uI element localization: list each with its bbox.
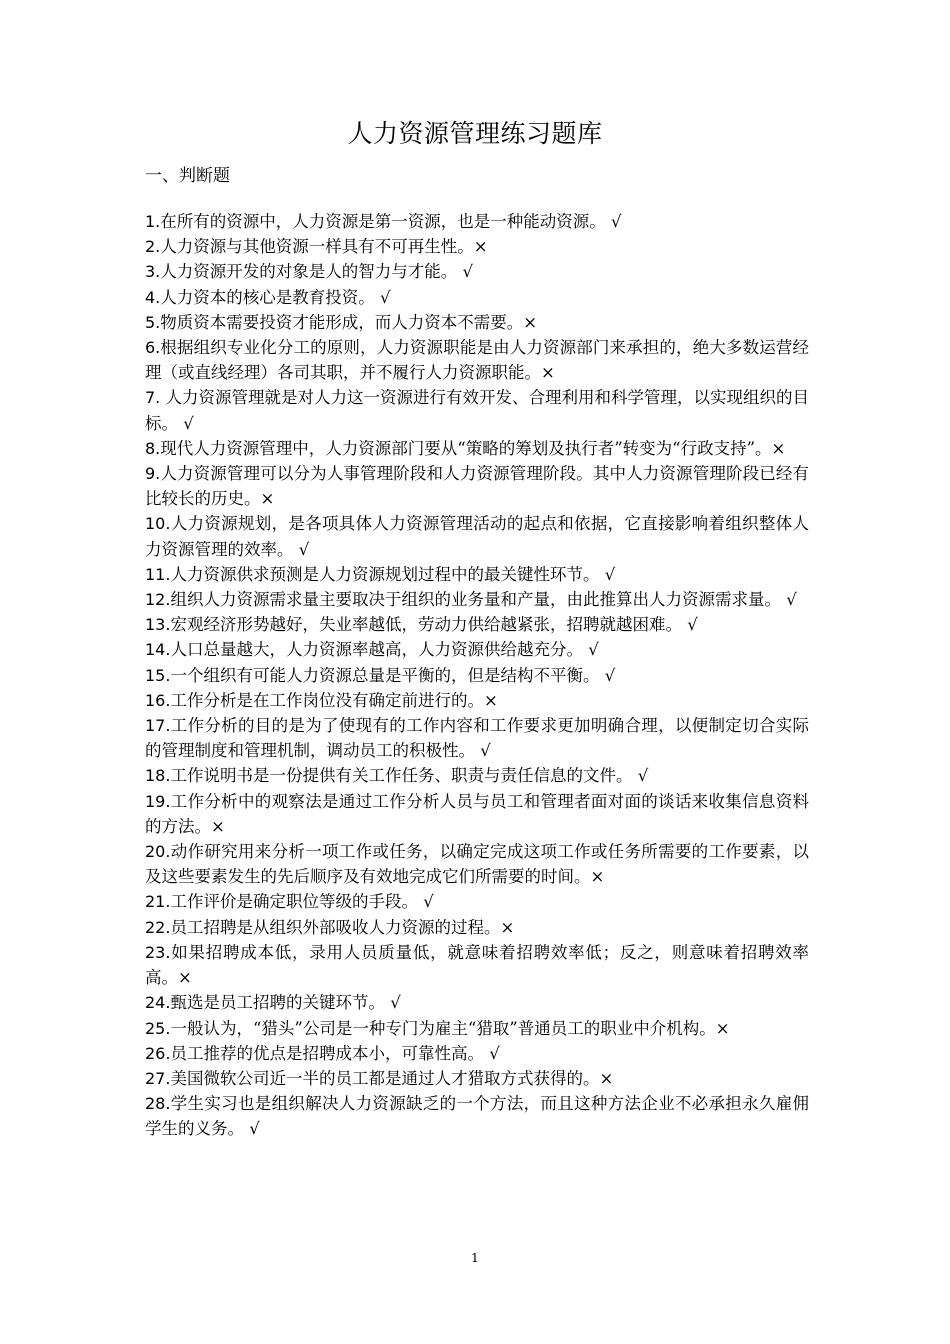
question-text: 一般认为，“猎头”公司是一种专门为雇主“猎取”普通员工的职业中介机构。× (170, 1018, 730, 1038)
question-item (145, 612, 809, 637)
question-number: 25. (145, 1018, 171, 1038)
question-item (145, 1091, 809, 1141)
question-number: 17. (145, 716, 171, 736)
question-text: 根据组织专业化分工的原则，人力资源职能是由人力资源部门来承担的，绝大多数运营经理（或直线经理）各司其职，并不履行人力资源职能。× (145, 338, 809, 383)
question-number: 20. (145, 842, 171, 862)
question-text: 工作评价是确定职位等级的手段。 √ (170, 892, 434, 912)
question-number: 18. (145, 766, 171, 786)
question-number: 4. (145, 287, 161, 307)
question-number: 7. (145, 388, 161, 408)
question-number: 10. (145, 514, 171, 534)
question-text: 工作分析的目的是为了使现有的工作内容和工作要求更加明确合理，以便制定切合实际的管理制度和管理机制，调动员工的积极性。 √ (145, 716, 809, 761)
question-number: 12. (145, 590, 171, 610)
question-number: 15. (145, 665, 171, 685)
question-text: 在所有的资源中，人力资源是第一资源，也是一种能动资源。 √ (160, 212, 622, 231)
question-item (145, 335, 809, 385)
question-text: 工作分析中的观察法是通过工作分析人员与员工和管理者面对面的谈话来收集信息资料的方法。× (145, 791, 809, 836)
question-item (145, 436, 809, 461)
question-number: 23. (145, 942, 171, 962)
question-number: 21. (145, 892, 171, 912)
question-text: 人力资源开发的对象是人的智力与才能。 √ (160, 262, 474, 282)
question-item (145, 637, 809, 662)
page-number: 1 (471, 1251, 479, 1265)
question-item (145, 940, 809, 990)
question-item (145, 763, 809, 788)
question-text: 人力资源管理可以分为人事管理阶段和人力资源管理阶段。其中人力资源管理阶段已经有比较长的历史。× (145, 464, 809, 509)
question-number: 26. (145, 1043, 171, 1063)
question-text: 工作说明书是一份提供有关工作任务、职责与责任信息的文件。 √ (170, 766, 649, 786)
question-text: 人力资源供求预测是人力资源规划过程中的最关键性环节。 √ (170, 564, 616, 584)
question-text: 人力资源与其他资源一样具有不可再生性。× (160, 237, 488, 257)
question-item (145, 234, 809, 259)
question-number: 9. (145, 464, 161, 484)
question-item (145, 1016, 809, 1041)
question-item (145, 461, 809, 511)
question-item (145, 511, 809, 561)
question-text: 人力资本的核心是教育投资。 √ (160, 287, 391, 307)
question-number: 28. (145, 1094, 171, 1114)
section-heading: 一、判断题 (145, 166, 230, 186)
question-number: 6. (145, 338, 161, 358)
question-number: 22. (145, 917, 171, 937)
question-item (145, 990, 809, 1015)
question-item (145, 259, 809, 284)
question-text: 人力资源管理就是对人力这一资源进行有效开发、合理利用和科学管理，以实现组织的目标。 √ (145, 388, 810, 433)
question-text: 一个组织有可能人力资源总量是平衡的，但是结构不平衡。 √ (170, 665, 616, 685)
page-title: 人力资源管理练习题库 (347, 119, 603, 148)
question-item (145, 789, 809, 839)
question-number: 1. (145, 212, 161, 231)
question-text: 美国微软公司近一半的员工都是通过人才猎取方式获得的。× (170, 1068, 614, 1088)
question-item (145, 310, 809, 335)
question-item (145, 587, 809, 612)
question-number: 5. (145, 312, 161, 332)
question-item (145, 285, 809, 310)
question-number: 16. (145, 690, 171, 710)
question-number: 2. (145, 237, 161, 257)
question-number: 3. (145, 262, 161, 282)
question-text: 人力资源规划，是各项具体人力资源管理活动的起点和依据，它直接影响着组织整体人力资源管理的效率。 √ (145, 514, 809, 559)
question-item (145, 688, 809, 713)
question-text: 动作研究用来分析一项工作或任务，以确定完成这项工作或任务所需要的工作要素，以及这些要素发生的先后顺序及有效地完成它们所需要的时间。× (145, 842, 809, 887)
question-text: 学生实习也是组织解决人力资源缺乏的一个方法，而且这种方法企业不必承担永久雇佣学生的义务。 √ (145, 1094, 809, 1139)
question-number: 14. (145, 640, 171, 660)
question-list (145, 209, 809, 1142)
question-text: 员工推荐的优点是招聘成本小，可靠性高。 √ (170, 1043, 500, 1063)
question-item (145, 1041, 809, 1066)
question-text: 如果招聘成本低，录用人员质量低，就意味着招聘效率低；反之，则意味着招聘效率高。× (145, 942, 809, 988)
question-number: 19. (145, 791, 171, 811)
question-number: 11. (145, 564, 171, 584)
question-item (145, 713, 809, 763)
question-item (145, 562, 809, 587)
question-number: 27. (145, 1068, 171, 1088)
question-item (145, 915, 809, 940)
question-item (145, 889, 809, 914)
question-item (145, 663, 809, 688)
question-text: 宏观经济形势越好，失业率越低，劳动力供给越紧张，招聘就越困难。 √ (170, 615, 698, 635)
question-number: 24. (145, 993, 171, 1013)
question-number: 13. (145, 615, 171, 635)
question-text: 现代人力资源管理中，人力资源部门要从“策略的筹划及执行者”转变为“行政支持”。× (160, 438, 786, 458)
question-item (145, 839, 809, 889)
question-text: 人口总量越大，人力资源率越高，人力资源供给越充分。 √ (170, 640, 599, 660)
question-number: 8. (145, 438, 161, 458)
question-text: 员工招聘是从组织外部吸收人力资源的过程。× (170, 917, 515, 937)
question-text: 组织人力资源需求量主要取决于组织的业务量和产量，由此推算出人力资源需求量。 √ (170, 590, 797, 610)
question-item (145, 209, 809, 234)
question-text: 物质资本需要投资才能形成，而人力资本不需要。× (160, 312, 538, 332)
question-item (145, 1066, 809, 1091)
question-item (145, 385, 809, 435)
question-text: 工作分析是在工作岗位没有确定前进行的。× (170, 690, 498, 710)
question-text: 甄选是员工招聘的关键环节。 √ (170, 993, 401, 1013)
